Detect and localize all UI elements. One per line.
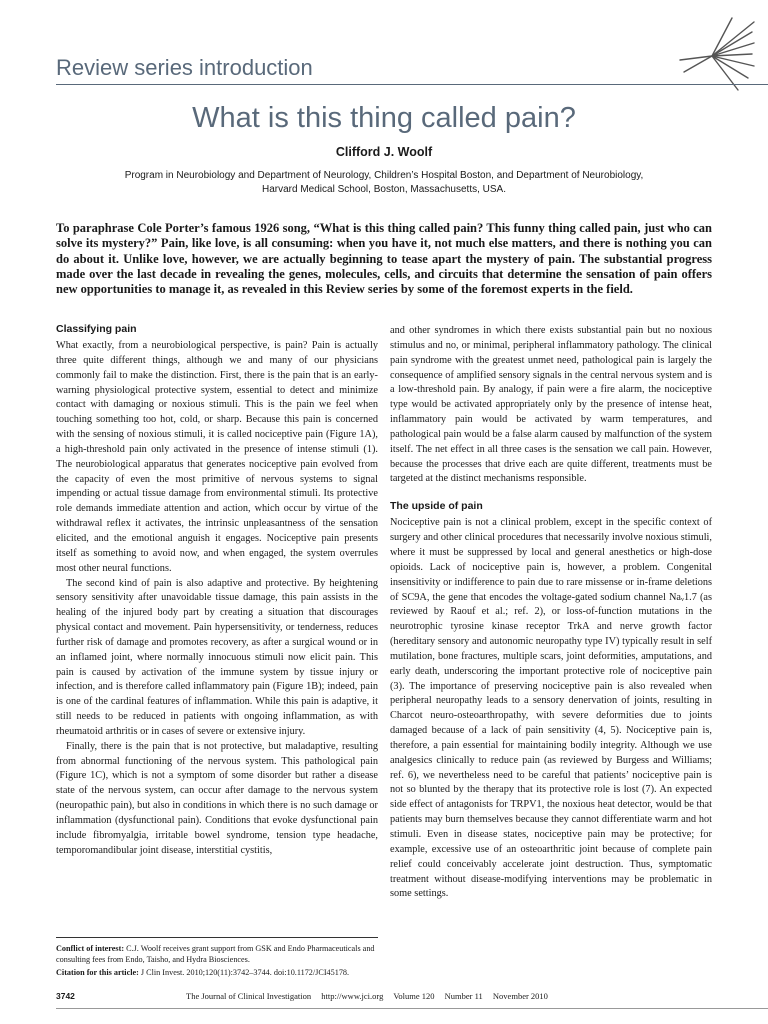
body-paragraph: The second kind of pain is also adaptive and protective. By heightening sensory sensitivity after unavoidable tissue damage, this pain assists in the healing of the injured body part by creating a situation that discourages physical contact and movement. Pain hypersensitivity, or tenderness, reduces further risk of damage and promotes recovery, as after a surgical wound or in an inflamed joint, where normally innocuous stimuli now elicit pain. This pain is caused by activation of the immune system by tissue injury or infection, and is therefore called inflammatory pain (Figure 1B); indeed, pain is one of the cardinal features of inflammation. While this pain is adaptive, it still needs to be reduced in patients with ongoing inflammation, as with rheumatoid arthritis or in cases of severe or extensive injury.	[56, 577, 378, 737]
author-name: Clifford J. Woolf	[335, 145, 433, 159]
affiliation-line-2: Harvard Medical School, Boston, Massachusetts, USA.	[262, 184, 506, 195]
citation-note	[56, 967, 378, 978]
body-paragraph: Nociceptive pain is not a clinical problem, except in the specific context of surgery and other clinical procedures that necessarily involve noxious stimuli, where it must be suppressed by local and general anesthetics or high-dose opioids. Lack of nociceptive pain is, however, a problem. Congenital insensitivity or indifference to pain due to rare missense or in-frame deletions of SC9A, the gene that encodes the voltage-gated sodium channel Naᵥ1.7 (as reviewed by Raouf et al.; ref. 2), or loss-of-function mutations in the neurotrophic tyrosine kinase receptor TrkA and nerve growth factor (hereditary sensory and autonomic neuropathy type IV) typically result in self mutilation, bone fractures, multiple scars, joint deformities, amputations, and early death, underscoring the important protective role of nociceptive pain (3). The importance of preserving nociceptive pain is also revealed when peripheral neuropathy leads to a sensory denervation of joints, resulting in Charcot neuro-osteoarthropathy, with severe deformities due to joints damaged because of a lack of pain sensitivity (4, 5). Nociceptive pain is, therefore, a pain essential for maintaining bodily integrity. Although we use analgesics clinically to reduce pain (as reviewed by Burgess and Williams; ref. 6), we nevertheless need to be careful that patients’ nociceptive pain is not so blunted by the therapy that its protective role is lost (7). An expected side effect of antagonists for TRPV1, the noxious heat detector, would be that patients may burn themselves because they cannot differentiate warm and hot stimuli. Even in disease states, nociceptive pain may be protective; for example, excessive use of an osteoarthritic joint because of complete pain relief could conceivably accelerate joint destruction. Thus, symptomatic treatment without disease-modifying interventions may be problematic in some settings.	[390, 517, 712, 900]
journal-url[interactable]: http://www.jci.org	[321, 991, 384, 1001]
journal-name: The Journal of Clinical Investigation	[186, 991, 312, 1001]
left-column	[56, 322, 378, 859]
section-heading-upside-of-pain: The upside of pain	[390, 500, 483, 513]
page-number: 3742	[56, 991, 75, 1001]
header-divider	[56, 84, 768, 85]
body-paragraph: and other syndromes in which there exists substantial pain but no noxious stimulus and no, or minimal, peripheral inflammatory pathology. The clinical pain syndrome with the greatest unmet need, pathological pain is largely the consequence of amplified sensory signals in the central nervous system and is a low-threshold pain. By analogy, if pain were a fire alarm, the nociceptive type would be activated appropriately only by the presence of intense heat, inflammatory pain would be activated by warm temperatures, and pathological pain would be a false alarm caused by malfunction of the system itself. The net effect in all three cases is the sensation we call pain. However, because the processes that drive each are quite different, treatments must be targeted at the distinct mechanisms responsible.	[390, 325, 712, 485]
affiliation-line-1: Program in Neurobiology and Department of Neurology, Children’s Hospital Boston, and Department of Neurobiology,	[124, 170, 644, 181]
footer-divider	[56, 1008, 768, 1009]
journal-date: November 2010	[492, 991, 548, 1001]
conflict-text: C.J. Woolf receives grant support from GSK and Endo Pharmaceuticals and consulting fees from Endo, Taisho, and Hydra Biosciences.	[56, 944, 375, 964]
section-heading-classifying-pain: Classifying pain	[56, 323, 137, 335]
journal-volume: Volume 120	[393, 991, 435, 1001]
abstract: To paraphrase Cole Porter’s famous 1926 song, “What is this thing called pain? This funny thing called pain, just who can solve its mystery?” Pain, like love, is all consuming: when you have it, not much else matters, and there is nothing you can do about it. Unlike love, however, we are actually beginning to tease apart the mystery of pain. The substantial progress made over the last decade in revealing the genes, molecules, cells, and circuits that determine the sensation of pain offers new opportunities to manage it, as revealed in this Review series by some of the foremost experts in the field.	[56, 221, 712, 297]
conflict-label: Conflict of interest:	[56, 944, 125, 953]
right-column	[390, 324, 712, 902]
journal-footer	[186, 991, 556, 1001]
citation-label: Citation for this article:	[56, 968, 139, 977]
author-affiliation	[120, 169, 648, 197]
body-paragraph: What exactly, from a neurobiological perspective, is pain? Pain is actually three quite different things, although we and many of our physicians commonly fail to make the distinction. First, there is the pain that is an early-warning physiological protective system, essential to detect and minimize contact with damaging or noxious stimuli. This is the pain we feel when touching something too hot, cold, or sharp. Because this pain is concerned with the sensing of noxious stimuli, it is called nociceptive pain (Figure 1A), a high-threshold pain only activated in the presence of intense stimuli (1). The neurobiological apparatus that generates nociceptive pain evolved from the capacity of even the most primitive of nervous systems to signal impending or actual tissue damage from environmental stimuli. Its protective role demands immediate attention and action, which occur by virtue of the withdrawal reflex it activates, the intrinsic unpleasantness of the sensation elicited, and the emotional anguish it engages. Nociceptive pain presents itself as something to avoid now, and when engaged, the system overrules most other neural functions.	[56, 340, 378, 574]
conflict-of-interest-note	[56, 943, 378, 965]
footnotes	[56, 937, 378, 980]
body-paragraph: Finally, there is the pain that is not protective, but maladaptive, resulting from abnormal functioning of the nervous system. This pathological pain (Figure 1C), which is not a symptom of some disorder but rather a disease state of the nervous system, can occur after damage to the nervous system (neuropathic pain), but also in conditions in which there is no such damage or inflammation (dysfunctional pain). Conditions that evoke dysfunctional pain include fibromyalgia, irritable bowel syndrome, tension type headache, temporomandibular joint disease, interstitial cystitis,	[56, 740, 378, 856]
journal-number: Number 11	[444, 991, 483, 1001]
article-title: What is this thing called pain?	[192, 102, 576, 134]
citation-text: J Clin Invest. 2010;120(11):3742–3744. doi:10.1172/JCI45178.	[140, 968, 350, 977]
series-label: Review series introduction	[56, 55, 313, 80]
